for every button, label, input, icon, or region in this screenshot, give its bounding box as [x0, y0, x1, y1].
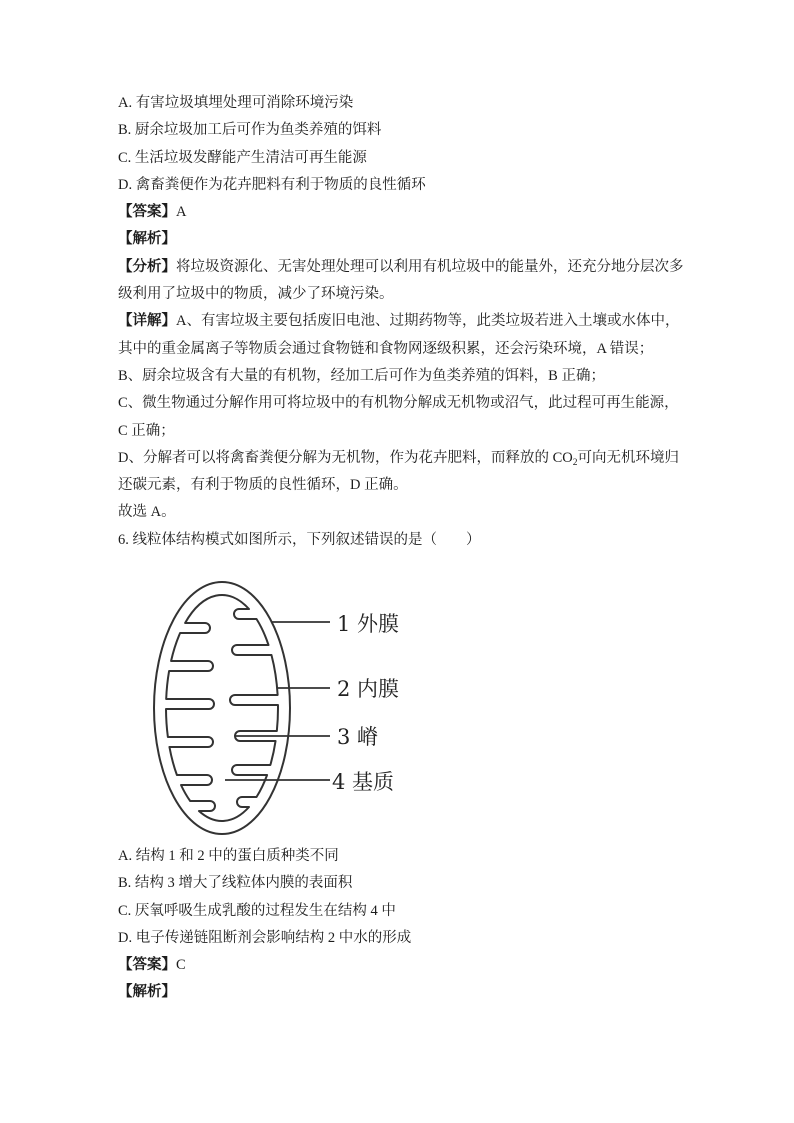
explanation-heading — [118, 226, 684, 253]
detail-text-1: A、有害垃圾主要包括废旧电池、过期药物等，此类垃圾若进入土壤或水体中， — [176, 313, 680, 330]
answer-label: 【答案】 — [118, 204, 176, 221]
explanation-label: 【解析】 — [118, 231, 176, 248]
detail-line-6 — [118, 445, 684, 472]
previous-question-block — [118, 90, 684, 554]
analysis-line-1 — [118, 254, 684, 281]
conclusion-line: 故选 A。 — [118, 504, 176, 521]
q6-option-a: A. 结构 1 和 2 中的蛋白质种类不同 — [118, 848, 339, 864]
q6-option-d: D. 电子传递链阻断剂会影响结构 2 中水的形成 — [118, 929, 412, 946]
answer-value: A — [176, 204, 187, 221]
detail-line-5: C 正确； — [118, 422, 175, 439]
answer-line — [118, 199, 684, 226]
q6-option-c: C. 厌氧呼吸生成乳酸的过程发生在结构 4 中 — [118, 902, 396, 919]
option-b: B. 厨余垃圾加工后可作为鱼类养殖的饵料 — [118, 122, 382, 139]
analysis-text-1: 将垃圾资源化、无害处理处理可以利用有机垃圾中的能量外，还充分地分层次多 — [176, 258, 684, 275]
detail-line-1 — [118, 308, 684, 335]
detail-line-2: 其中的重金属离子等物质会通过食物链和食物网逐级积累，还会污染环境，A 错误； — [118, 340, 654, 357]
option-d: D. 禽畜粪便作为花卉肥料有利于物质的良性循环 — [118, 176, 426, 193]
label-matrix: 4 基质 — [332, 770, 395, 794]
label-outer-membrane: 1 外膜 — [337, 612, 400, 636]
mitochondrion-diagram — [140, 570, 430, 845]
label-crista: 3 嵴 — [337, 725, 379, 749]
detail-line-3: B、厨余垃圾含有大量的有机物，经加工后可作为鱼类养殖的饵料，B 正确； — [118, 367, 605, 384]
question-6-stem: 6. 线粒体结构模式如图所示，下列叙述错误的是（ ） — [118, 531, 481, 548]
analysis-line-2: 级利用了垃圾中的物质，减少了环境污染。 — [118, 286, 394, 303]
detail-d-after: 可向无机环境归 — [577, 449, 679, 466]
label-inner-membrane: 2 内膜 — [337, 677, 400, 701]
q6-answer-line — [118, 952, 411, 979]
question-6-options-block — [118, 843, 411, 1007]
q6-answer-value: C — [176, 957, 186, 974]
detail-label: 【详解】 — [118, 313, 176, 330]
co2-subscript: 2 — [572, 457, 578, 468]
detail-line-4: C、微生物通过分解作用可将垃圾中的有机物分解成无机物或沼气，此过程可再生能源， — [118, 395, 679, 412]
q6-explanation-heading — [118, 979, 411, 1006]
mitochondrion-figure — [140, 570, 430, 845]
q6-explanation-label: 【解析】 — [118, 984, 176, 1001]
q6-answer-label: 【答案】 — [118, 957, 176, 974]
detail-d-before: D、分解者可以将禽畜粪便分解为无机物，作为花卉肥料，而释放的 CO — [118, 449, 573, 466]
q6-option-b: B. 结构 3 增大了线粒体内膜的表面积 — [118, 875, 353, 892]
analysis-label: 【分析】 — [118, 258, 176, 275]
option-a: A. 有害垃圾填埋处理可消除环境污染 — [118, 95, 354, 111]
option-c: C. 生活垃圾发酵能产生清洁可再生能源 — [118, 149, 367, 166]
detail-line-7: 还碳元素，有利于物质的良性循环，D 正确。 — [118, 477, 408, 494]
